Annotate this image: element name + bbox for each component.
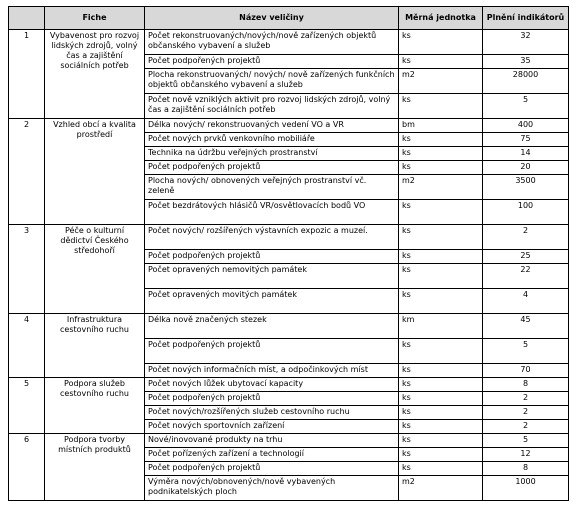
indicator-unit: ks xyxy=(399,147,483,161)
indicator-name: Počet podpořených projektů xyxy=(145,161,399,175)
indicator-unit: ks xyxy=(399,161,483,175)
indicator-value: 25 xyxy=(483,250,569,264)
indicator-value: 22 xyxy=(483,264,569,289)
indicator-value: 2 xyxy=(483,392,569,406)
indicator-value: 4 xyxy=(483,289,569,314)
indicator-name: Výměra nových/obnovených/nově vybavených podnikatelských ploch xyxy=(145,476,399,501)
indicator-value: 1000 xyxy=(483,476,569,501)
indicator-value: 32 xyxy=(483,30,569,55)
fiche-title: Podpora tvorby místních produktů xyxy=(45,434,145,501)
indicator-unit: ks xyxy=(399,378,483,392)
table-row xyxy=(9,378,569,392)
indicator-value: 2 xyxy=(483,406,569,420)
fiche-title: Podpora služeb cestovního ruchu xyxy=(45,378,145,434)
table-row xyxy=(9,30,569,55)
indicator-value: 400 xyxy=(483,119,569,133)
fiche-title: Vybavenost pro rozvoj lidských zdrojů, volný čas a zajištění sociálních potřeb xyxy=(45,30,145,119)
indicator-name: Počet nových informačních míst, a odpočinkových míst xyxy=(145,364,399,378)
table-header-row xyxy=(9,7,569,30)
fiche-number: 3 xyxy=(9,225,45,314)
fiche-number: 4 xyxy=(9,314,45,378)
indicator-name: Počet opravených nemovitých památek xyxy=(145,264,399,289)
indicator-name: Počet nových lůžek ubytovací kapacity xyxy=(145,378,399,392)
indicator-value: 70 xyxy=(483,364,569,378)
indicator-table xyxy=(8,6,569,501)
indicator-value: 20 xyxy=(483,161,569,175)
indicator-unit: ks xyxy=(399,420,483,434)
header-num xyxy=(9,7,45,30)
indicator-value: 100 xyxy=(483,200,569,225)
indicator-name: Počet nově vzniklých aktivit pro rozvoj lidských zdrojů, volný čas a zajištění sociálních potřeb xyxy=(145,94,399,119)
fiche-title: Vzhled obcí a kvalita prostředí xyxy=(45,119,145,225)
fiche-title: Péče o kulturní dědictví Českého středohoří xyxy=(45,225,145,314)
indicator-value: 5 xyxy=(483,94,569,119)
header-value: Plnění indikátorů xyxy=(483,7,569,30)
header-name: Název veličiny xyxy=(145,7,399,30)
indicator-unit: ks xyxy=(399,250,483,264)
table-row xyxy=(9,225,569,250)
indicator-unit: ks xyxy=(399,364,483,378)
indicator-unit: ks xyxy=(399,448,483,462)
indicator-name: Plocha rekonstruovaných/ nových/ nově zařízených funkčních objektů občanského vybavení a služeb xyxy=(145,69,399,94)
indicator-unit: ks xyxy=(399,462,483,476)
indicator-unit: km xyxy=(399,314,483,339)
indicator-unit: m2 xyxy=(399,69,483,94)
indicator-value: 5 xyxy=(483,339,569,364)
indicator-name: Nové/inovované produkty na trhu xyxy=(145,434,399,448)
indicator-value: 45 xyxy=(483,314,569,339)
indicator-value: 3500 xyxy=(483,175,569,200)
indicator-name: Počet nových/ rozšířených výstavních expozic a muzeí. xyxy=(145,225,399,250)
table-body xyxy=(9,30,569,501)
indicator-value: 28000 xyxy=(483,69,569,94)
indicator-value: 12 xyxy=(483,448,569,462)
indicator-unit: ks xyxy=(399,289,483,314)
indicator-unit: ks xyxy=(399,392,483,406)
indicator-unit: ks xyxy=(399,264,483,289)
indicator-name: Délka nových/ rekonstruovaných vedení VO a VR xyxy=(145,119,399,133)
indicator-unit: ks xyxy=(399,200,483,225)
indicator-name: Počet podpořených projektů xyxy=(145,250,399,264)
indicator-unit: ks xyxy=(399,133,483,147)
indicator-name: Počet bezdrátových hlásičů VR/osvětlovacích bodů VO xyxy=(145,200,399,225)
header-fiche: Fiche xyxy=(45,7,145,30)
indicator-unit: ks xyxy=(399,225,483,250)
indicator-value: 8 xyxy=(483,462,569,476)
indicator-name: Počet podpořených projektů xyxy=(145,462,399,476)
fiche-number: 5 xyxy=(9,378,45,434)
fiche-title: Infrastruktura cestovního ruchu xyxy=(45,314,145,378)
table-row xyxy=(9,119,569,133)
indicator-unit: m2 xyxy=(399,175,483,200)
indicator-value: 35 xyxy=(483,55,569,69)
indicator-name: Počet nových sportovních zařízení xyxy=(145,420,399,434)
indicator-unit: ks xyxy=(399,434,483,448)
indicator-name: Počet nových prvků venkovního mobiliáře xyxy=(145,133,399,147)
indicator-value: 8 xyxy=(483,378,569,392)
indicator-value: 5 xyxy=(483,434,569,448)
indicator-name: Počet rekonstruovaných/nových/nově zařízených objektů občanského vybavení a služeb xyxy=(145,30,399,55)
indicator-name: Počet nových/rozšířených služeb cestovního ruchu xyxy=(145,406,399,420)
indicator-value: 14 xyxy=(483,147,569,161)
indicator-name: Počet pořízených zařízení a technologií xyxy=(145,448,399,462)
indicator-value: 75 xyxy=(483,133,569,147)
indicator-unit: ks xyxy=(399,94,483,119)
indicator-unit: ks xyxy=(399,339,483,364)
indicator-unit: ks xyxy=(399,55,483,69)
fiche-number: 6 xyxy=(9,434,45,501)
fiche-number: 2 xyxy=(9,119,45,225)
indicator-unit: ks xyxy=(399,406,483,420)
indicator-unit: bm xyxy=(399,119,483,133)
indicator-name: Počet opravených movitých památek xyxy=(145,289,399,314)
indicator-unit: ks xyxy=(399,30,483,55)
indicator-name: Počet podpořených projektů xyxy=(145,55,399,69)
indicator-name: Počet podpořených projektů xyxy=(145,339,399,364)
fiche-number: 1 xyxy=(9,30,45,119)
indicator-value: 2 xyxy=(483,420,569,434)
header-unit: Měrná jednotka xyxy=(399,7,483,30)
indicator-unit: m2 xyxy=(399,476,483,501)
indicator-name: Technika na údržbu veřejných prostranství xyxy=(145,147,399,161)
indicator-value: 2 xyxy=(483,225,569,250)
indicator-name: Plocha nových/ obnovených veřejných prostranství vč. zeleně xyxy=(145,175,399,200)
indicator-name: Délka nově značených stezek xyxy=(145,314,399,339)
table-row xyxy=(9,434,569,448)
table-row xyxy=(9,314,569,339)
indicator-name: Počet podpořených projektů xyxy=(145,392,399,406)
